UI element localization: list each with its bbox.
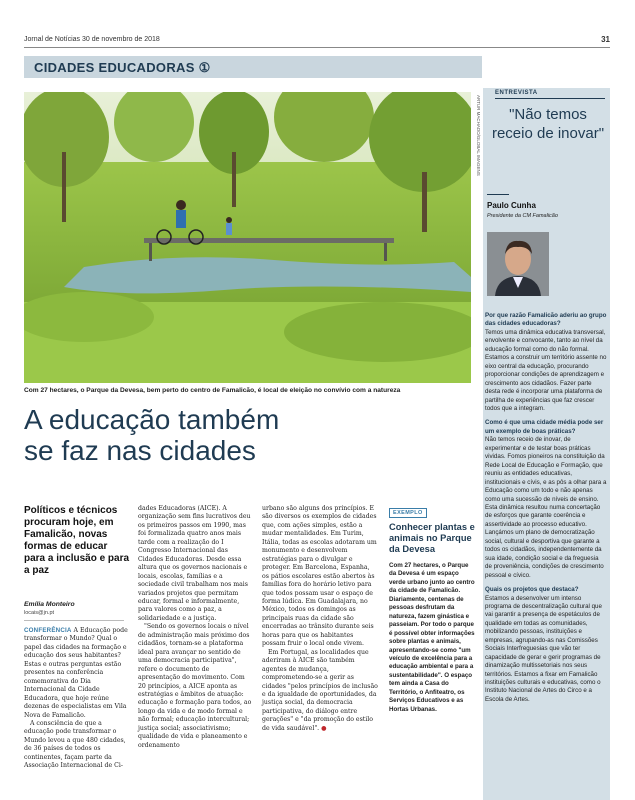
example-title: Conhecer plantas e animais no Parque da Devesa [389, 522, 475, 554]
newspaper-date: Jornal de Notícias 30 de novembro de 2018 [24, 36, 160, 43]
interviewee-role: Presidente da CM Famalicão [487, 213, 558, 219]
headline-line-2: se faz nas cidades [24, 435, 256, 466]
interview-rule [495, 98, 605, 99]
photo-caption: Com 27 hectares, o Parque da Devesa, bem perto do centro de Famalicão, é local de eleição no convívio com a natureza [24, 387, 401, 394]
section-title: CIDADES EDUCADORAS ① [34, 60, 211, 75]
headline [24, 404, 474, 466]
article-paragraph: Em Portugal, as localidades que aderiram à AICE são também agentes de mudança, comprometendo-se a gerir as cidades "pelos princípios de inclusão e da igualdade de oportunidades, da justiça social, da democracia participativa, do diálogo entre gerações" e "da promoção do estilo de vida saudável". [262, 648, 378, 732]
article-paragraph: "Sendo os governos locais o nível de administração mais próximo dos cidadãos, tornam-se a plataforma ideal para avançar no sentido de uma democracia participativa", refere o documento de apresentação do movimento. Com 20 princípios, a AICE aponta as estratégias e âmbitos de atuação: educação e formação para todos, ao longo da vida e de modo formal e não formal; educação intercultural; justiça social; associativismo; qualidade de vida e planeamento e ordenamento [138, 623, 252, 749]
interviewee-name: Paulo Cunha [487, 201, 536, 210]
interview-answer: Temos uma dinâmica educativa transversal, envolvente e convocante, tanto ao nível da educação formal como do não formal. Estamos a construir um território assente no eixo central da educação, procurando proporcionar condições de aprendizagem e crescimento aos cidadãos. Fazer parte desta rede é incorporar uma plataforma de partilha de experiências que faz crescer todos que a integram. [485, 328, 607, 412]
interviewee-portrait [487, 232, 549, 296]
page-number: 31 [601, 35, 610, 44]
example-body: Com 27 hectares, o Parque da Devesa é um espaço verde urbano junto ao centro da cidade de Famalicão. Diariamente, centenas de pessoas desfrutam da natureza, fazem ginástica e passeiam. Por todo o parque é possível obter informações sobre plantas e animais, apresentando-se como "um veículo de excelência para a educação ambiental e para a sustentabilidade". O espaço tem ainda a Casa do Território, o Anfiteatro, os Serviços Educativos e as Hortas Urbanas. [389, 562, 475, 713]
section-banner [24, 56, 482, 78]
interview-question: Por que razão Famalicão aderiu ao grupo das cidades educadoras? [485, 312, 607, 328]
interview-quote: "Não temos receio de inovar" [491, 106, 605, 142]
interview-question: Como é que uma cidade média pode ser um exemplo de boas práticas? [485, 419, 604, 435]
interview-question: Quais os projetos que destaca? [485, 586, 579, 594]
author-email: locais@jn.pt [24, 610, 55, 616]
interview-answer: Estamos a desenvolver um intenso programa de descentralização cultural que vai garantir a presença de espetáculos de qualidade em todas as comunidades, mobilizando pessoas, instituições e empresas, agrupando-as nas Comissões Sociais Interfreguesias que vão ter capacidade de gerar e gerir programas de dinamização multissetoriais nos seus territórios. Estamos a fixar em Famalicão instituições culturais e educativas, como o Instituto Nacional de Artes do Circo e a Escola de Artes. [485, 594, 602, 703]
interview-answer: Não temos receio de inovar, de experimentar e de testar boas práticas vividas. Fomos pioneiros na constituição da Rede Local de Educação e Formação, que reuniu as entidades educativas, institucionais e cívis, e as pôs a olhar para a Educação como um todo e não apenas como uma sucessão de níveis de ensino. Esta dinâmica resultou numa concertação de esforços que garante coerência e assertividade ao processo educativo. Lançámos um plano de democratização social, cultural e desportiva que garante a todos os cidadãos, independentemente da sua idade, condição social e da freguesia de proveniência, condições de crescimento pessoal e cívico. [485, 436, 607, 579]
park-photo [24, 92, 471, 383]
interview-name-rule [487, 194, 509, 195]
photo-credit: ARTUR MACHADO/GLOBAL IMAGENS [476, 95, 481, 176]
interview-label: ENTREVISTA [495, 90, 538, 96]
interview-body [485, 312, 607, 704]
example-label: EXEMPLO [389, 508, 427, 518]
end-mark: ● [321, 724, 327, 732]
article-paragraph: urbano são alguns dos princípios. E são diversos os exemplos de cidades que, com ações simples, estão a mudar mentalidades. Em Turim, Itália, todas as escolas adotaram um monumento e desenvolvem estratégias para o divulgar e proteger. Em Barcelona, Espanha, os pátios escolares estão abertos às famílias fora do horário letivo para que todos possam usar o espaço de forma lúdica. Em Guadalajara, no México, todos os domingos as principais ruas da cidade são encerradas ao trânsito durante seis horas para que os habitantes possam fruir o local onde vivem. [262, 505, 377, 648]
article-paragraph: A consciência de que a educação pode transformar o Mundo levou a que 480 cidades, de 36 países de todos os continentes, façam parte da Associação Internacional de Ci- [24, 719, 126, 770]
portrait-illustration [487, 232, 549, 296]
article-paragraph: dades Educadoras (AICE). A organização sem fins lucrativos deu os primeiros passos em 1990, mas foi formalizada quatro anos mais tarde com a realização do I Congresso Internacional das Cidades Educadoras. Desde essa altura que os governos nacionais e locais, escolas, famílias e a sociedade civil trabalham nos mais variados projetos que permitam educar, formal e informalmente, para valores como a paz, a solidariedade e a justiça. [138, 505, 251, 622]
article-column-1 [24, 627, 130, 771]
park-photo-illustration [24, 92, 471, 383]
page-header [24, 34, 610, 48]
header-rule [24, 47, 610, 48]
author-name: Emília Monteiro [24, 601, 75, 608]
article-column-2 [138, 505, 253, 750]
lede: Políticos e técnicos procuram hoje, em Famalicão, novas formas de educar para a inclusão e para a paz [24, 505, 130, 576]
author-rule [24, 620, 124, 621]
article-column-3 [262, 505, 378, 733]
article-paragraph: A Educação pode transformar o Mundo? Qual o papel das cidades na formação e educação dos seus habitantes? Estas e outras perguntas estão presentes na conferência comemorativa do Dia Internacional da Cidade Educadora, que hoje reúne dezenas de especialistas em Vila Nova de Famalicão. [24, 627, 128, 719]
article-kicker: CONFERÊNCIA [24, 627, 72, 634]
headline-line-1: A educação também [24, 404, 280, 435]
